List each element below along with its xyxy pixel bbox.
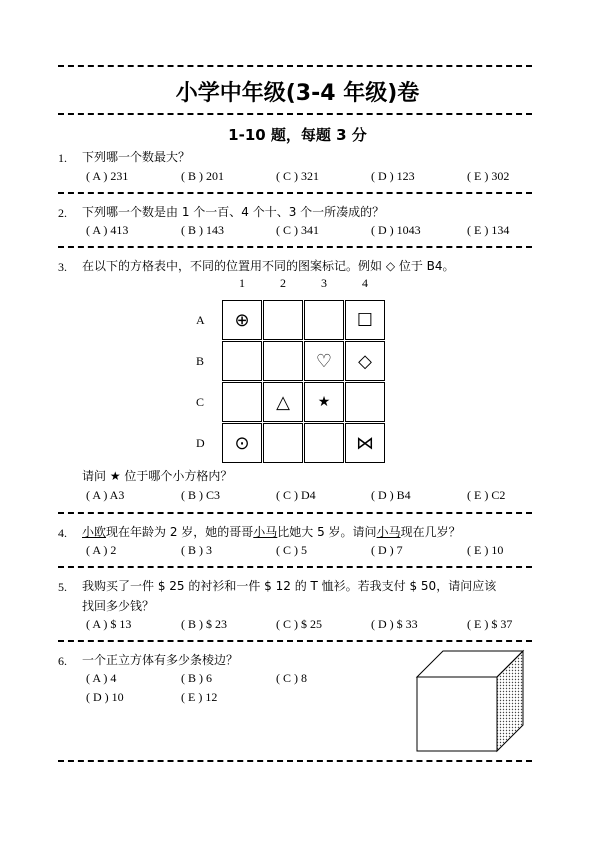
option-a[interactable]: ( A ) A3 [86, 488, 125, 502]
grid-row-label: A [196, 313, 205, 327]
grid-cell-a2 [263, 300, 303, 340]
option-d[interactable]: ( D ) B4 [371, 488, 411, 502]
option-d[interactable]: ( D ) 1043 [371, 223, 421, 237]
divider [58, 113, 532, 115]
question-prompt: 请问 ★ 位于哪个小方格内？ [82, 469, 233, 483]
option-a[interactable]: ( A ) 2 [86, 543, 117, 557]
option-a[interactable]: ( A ) $ 13 [86, 617, 132, 631]
grid-row-label: C [196, 395, 205, 409]
question-number: 3. [58, 260, 67, 274]
cube-front-face [417, 677, 497, 751]
question-text-line2: 找回多少钱？ [82, 599, 155, 613]
question-text-line1: 我购买了一件 $ 25 的衬衫和一件 $ 12 的 T 恤衫。若我支付 $ 50，请问应该 [82, 579, 497, 593]
grid-cell-d1: ⊙ [222, 423, 262, 463]
option-b[interactable]: ( B ) 201 [181, 169, 224, 183]
question-text: 下列哪一个数最大？ [82, 150, 191, 164]
text-fragment: 现在年龄为 2 岁，她的哥哥 [106, 525, 254, 539]
question-number: 2. [58, 206, 67, 220]
option-e[interactable]: ( E ) 134 [467, 223, 510, 237]
grid-cell-a1: ⊕ [222, 300, 262, 340]
name-underlined: 小马 [253, 525, 278, 539]
text-fragment: 现在几岁？ [400, 525, 461, 539]
grid-cell-d3 [304, 423, 344, 463]
option-b[interactable]: ( B ) 143 [181, 223, 224, 237]
question-number: 6. [58, 654, 67, 668]
option-e[interactable]: ( E ) $ 37 [467, 617, 513, 631]
page-title: 小学中年级(3-4 年级)卷 [175, 81, 420, 106]
divider [58, 246, 532, 248]
grid-row-label: B [196, 354, 205, 368]
grid-cell-d2 [263, 423, 303, 463]
option-e[interactable]: ( E ) C2 [467, 488, 506, 502]
divider [58, 65, 532, 67]
question-number: 1. [58, 151, 67, 165]
section-subtitle: 1-10 题，每题 3 分 [228, 126, 367, 144]
option-c[interactable]: ( C ) $ 25 [276, 617, 322, 631]
grid-cell-b3: ♡ [304, 341, 344, 381]
option-d[interactable]: ( D ) 7 [371, 543, 403, 557]
option-d[interactable]: ( D ) 123 [371, 169, 415, 183]
option-d[interactable]: ( D ) 10 [86, 690, 124, 704]
question-number: 5. [58, 580, 67, 594]
divider [58, 512, 532, 514]
name-underlined: 小马 [376, 525, 401, 539]
option-e[interactable]: ( E ) 302 [467, 169, 510, 183]
grid-cell-a4: ☐ [345, 300, 385, 340]
grid-cell-d4: ⋈ [345, 423, 385, 463]
divider [58, 566, 532, 568]
question-text [82, 522, 461, 542]
option-b[interactable]: ( B ) 3 [181, 543, 212, 557]
grid-col-label: 3 [321, 276, 327, 290]
question-text: 下列哪一个数是由 1 个一百、4 个十、3 个一所凑成的？ [82, 205, 385, 219]
option-b[interactable]: ( B ) 6 [181, 671, 212, 685]
option-a[interactable]: ( A ) 231 [86, 169, 129, 183]
divider [58, 760, 532, 762]
option-a[interactable]: ( A ) 4 [86, 671, 117, 685]
grid-cell-b1 [222, 341, 262, 381]
grid-cell-b2 [263, 341, 303, 381]
grid-row-label: D [196, 436, 205, 450]
divider [58, 640, 532, 642]
name-underlined: 小欧 [82, 525, 107, 539]
grid-cell-c1 [222, 382, 262, 422]
option-c[interactable]: ( C ) 5 [276, 543, 307, 557]
text-fragment: 比她大 5 岁。请问 [277, 525, 377, 539]
option-d[interactable]: ( D ) $ 33 [371, 617, 418, 631]
option-e[interactable]: ( E ) 12 [181, 690, 218, 704]
option-c[interactable]: ( C ) 341 [276, 223, 319, 237]
option-b[interactable]: ( B ) C3 [181, 488, 220, 502]
cube-figure [415, 645, 535, 755]
grid-col-label: 4 [362, 276, 368, 290]
grid-cell-b4: ◇ [345, 341, 385, 381]
grid-col-label: 1 [239, 276, 245, 290]
grid-cell-c2: △ [263, 382, 303, 422]
option-c[interactable]: ( C ) 321 [276, 169, 319, 183]
grid-cell-c4 [345, 382, 385, 422]
question-text: 一个正立方体有多少条棱边？ [82, 653, 239, 667]
option-a[interactable]: ( A ) 413 [86, 223, 129, 237]
option-b[interactable]: ( B ) $ 23 [181, 617, 227, 631]
option-c[interactable]: ( C ) 8 [276, 671, 307, 685]
option-e[interactable]: ( E ) 10 [467, 543, 504, 557]
grid-col-label: 2 [280, 276, 286, 290]
grid-cell-c3: ★ [304, 382, 344, 422]
option-c[interactable]: ( C ) D4 [276, 488, 316, 502]
grid-cell-a3 [304, 300, 344, 340]
question-text: 在以下的方格表中，不同的位置用不同的图案标记。例如 ◇ 位于 B4。 [82, 259, 455, 273]
question-number: 4. [58, 526, 67, 540]
divider [58, 192, 532, 194]
